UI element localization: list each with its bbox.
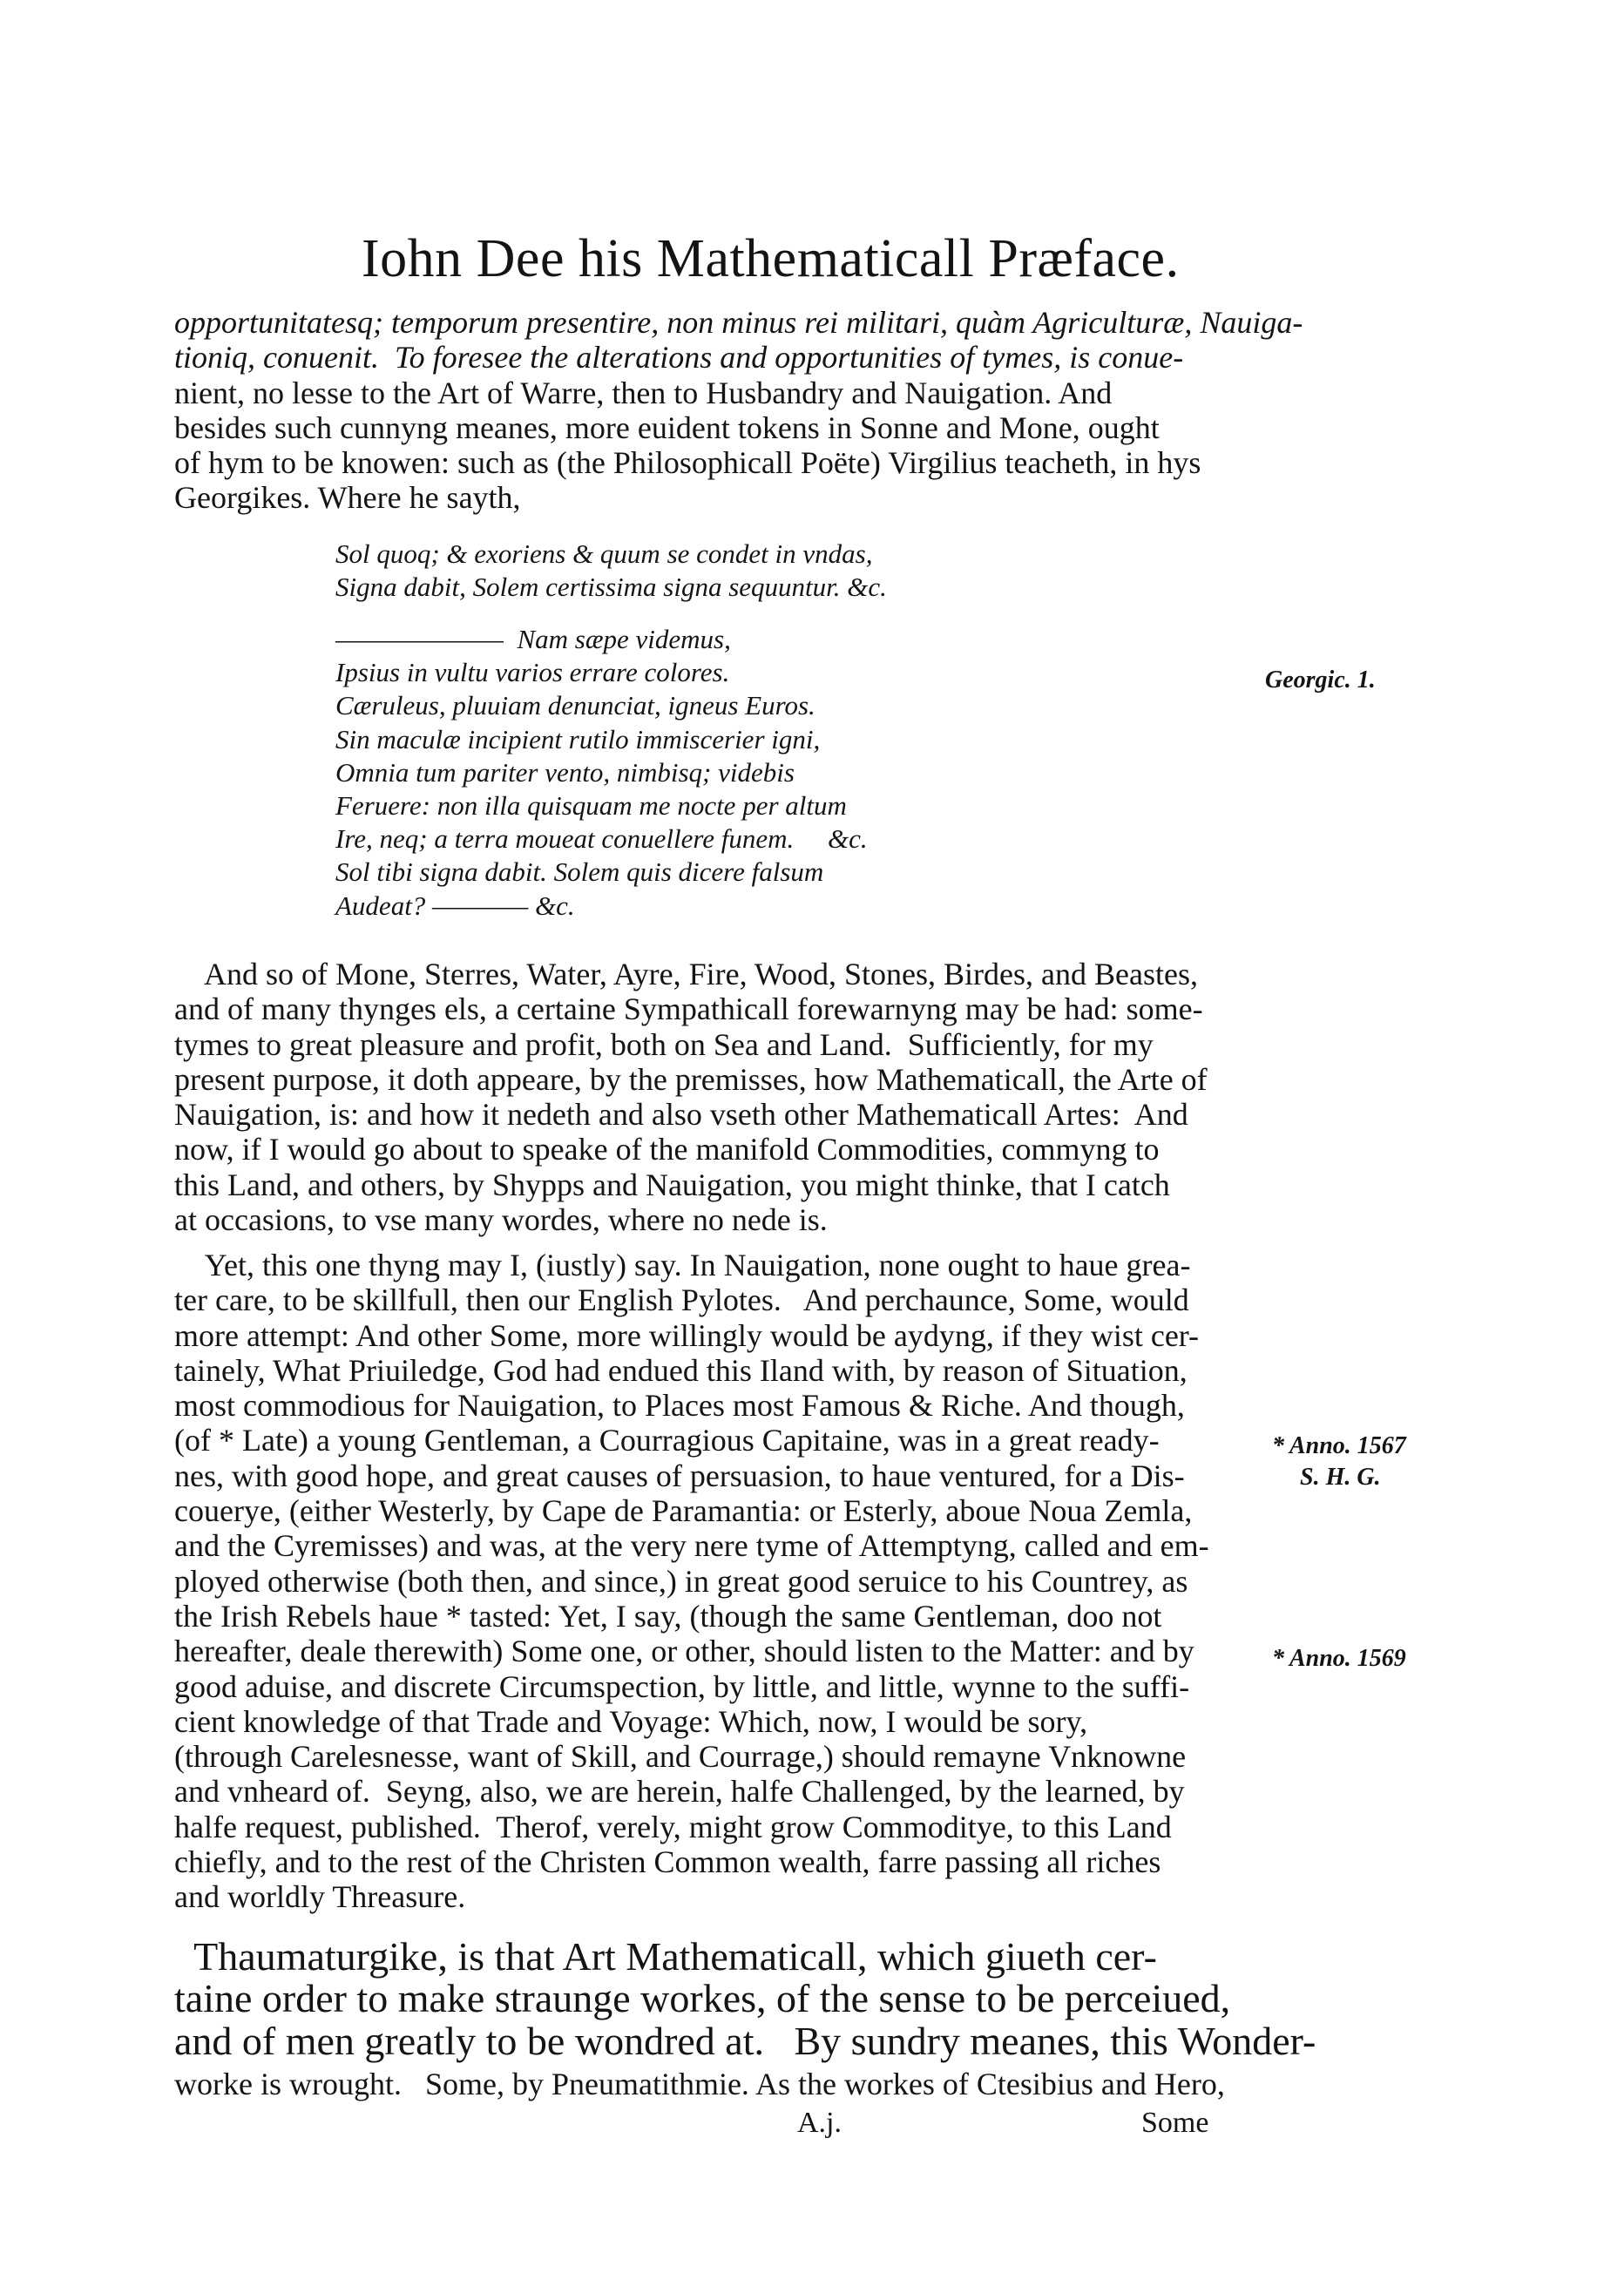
text-line: Ipsius in vultu varios errare colores.	[335, 657, 730, 688]
catchword: Some	[1141, 2107, 1209, 2139]
text-line: good aduise, and discrete Circumspection, by little, and little, wynne to the suffi-	[174, 1668, 1190, 1704]
text-line: most commodious for Nauigation, to Places most Famous & Riche. And though,	[174, 1388, 1185, 1424]
verse-quotation-1	[335, 538, 1032, 604]
text-line: ter care, to be skillfull, then our English Pylotes. And perchaunce, Some, would	[174, 1282, 1189, 1318]
text-line: Feruere: non illa quisquam me nocte per altum	[335, 790, 847, 822]
text-line: now, if I would go about to speake of the manifold Commodities, commyng to	[174, 1132, 1160, 1167]
text-line: Omnia tum pariter vento, nimbisq; videbis	[335, 756, 795, 788]
text-line: at occasions, to vse many wordes, where no nede is.	[174, 1202, 828, 1238]
text-line: taine order to make straunge workes, of the sense to be perceiued,	[174, 1976, 1231, 2021]
text-line: of hym to be knowen: such as (the Philosophicall Poëte) Virgilius teacheth, in hys	[174, 445, 1201, 481]
paragraph-thaumaturgike	[174, 1934, 1316, 2063]
text-line: Thaumaturgike, is that Art Mathematicall, which giueth cer-	[174, 1934, 1157, 1979]
text-line: ——————— Nam sæpe videmus,	[335, 624, 731, 654]
text-line: tioniq, conuenit. To foresee the alterations and opportunities of tymes, is conue-	[174, 340, 1184, 376]
margin-note-anno-1569: * Anno. 1569	[1272, 1645, 1406, 1672]
paragraph-thaumaturgike-last-line	[174, 2067, 1255, 2101]
page-title: Iohn Dee his Mathematicall Præface.	[362, 229, 1180, 288]
text-line: besides such cunnyng meanes, more euident tokens in Sonne and Mone, ought	[174, 409, 1160, 445]
text-line: this Land, and others, by Shypps and Nauigation, you might thinke, that I catch	[174, 1167, 1170, 1202]
text-line: Cæruleus, pluuiam denunciat, igneus Euros.	[335, 690, 815, 721]
signature-mark: A.j.	[797, 2107, 842, 2139]
text-line: and vnheard of. Seyng, also, we are herein, halfe Challenged, by the learned, by	[174, 1774, 1185, 1810]
text-line: ployed otherwise (both then, and since,) in great good seruice to his Countrey, as	[174, 1563, 1188, 1599]
margin-note-georgic: Georgic. 1.	[1265, 666, 1376, 694]
text-line: Georgikes. Where he sayth,	[174, 480, 521, 516]
text-line: cient knowledge of that Trade and Voyage: Which, now, I would be sory,	[174, 1703, 1088, 1739]
paragraph-nauigation	[174, 1248, 1255, 1915]
text-line: hereafter, deale therewith) Some one, or other, should listen to the Matter: and by	[174, 1634, 1194, 1669]
text-line: (of * Late) a young Gentleman, a Courragious Capitaine, was in a great ready-	[174, 1423, 1160, 1458]
text-line: nient, no lesse to the Art of Warre, then to Husbandry and Nauigation. And	[174, 375, 1113, 410]
text-line: and of many thynges els, a certaine Sympathicall forewarnyng may be had: some-	[174, 991, 1203, 1027]
text-line: worke is wrought. Some, by Pneumatithmie. As the workes of Ctesibius and Hero,	[174, 2067, 1225, 2101]
text-line: Sol quoq; & exoriens & quum se condet in vndas,	[335, 538, 873, 569]
text-line: Sol tibi signa dabit. Solem quis dicere falsum	[335, 856, 824, 888]
text-line: Nauigation, is: and how it nedeth and also vseth other Mathematicall Artes: And	[174, 1097, 1188, 1133]
paragraph-mone-sterres	[174, 957, 1255, 1237]
margin-note-anno-1567: * Anno. 1567	[1272, 1432, 1406, 1459]
text-line: nes, with good hope, and great causes of persuasion, to haue ventured, for a Dis-	[174, 1458, 1185, 1493]
text-line: the Irish Rebels haue * tasted: Yet, I say, (though the same Gentleman, doo not	[174, 1598, 1162, 1634]
text-line: and of men greatly to be wondred at. By sundry meanes, this Wonder-	[174, 2018, 1316, 2063]
text-line: chiefly, and to the rest of the Christen Common wealth, farre passing all riches	[174, 1844, 1161, 1880]
text-line: more attempt: And other Some, more willingly would be aydyng, if they wist cer-	[174, 1317, 1200, 1353]
text-line: Audeat? ———— &c.	[335, 890, 575, 921]
verse-quotation-2	[335, 623, 1032, 923]
text-line: opportunitatesq; temporum presentire, non minus rei militari, quàm Agriculturæ, Nauiga-	[174, 305, 1303, 340]
text-line: (through Carelesnesse, want of Skill, and Courrage,) should remayne Vnknowne	[174, 1739, 1187, 1775]
margin-note-shg: S. H. G.	[1300, 1464, 1381, 1491]
text-line: halfe request, published. Therof, verely, might grow Commoditye, to this Land	[174, 1809, 1172, 1844]
text-line: and worldly Threasure.	[174, 1879, 466, 1915]
opening-paragraph	[174, 305, 1303, 516]
text-line: and the Cyremisses) and was, at the very nere tyme of Attemptyng, called and em-	[174, 1528, 1209, 1564]
text-line: Sin maculæ incipient rutilo immiscerier igni,	[335, 723, 821, 754]
text-line: Signa dabit, Solem certissima signa sequuntur. &c.	[335, 572, 887, 603]
text-line: tymes to great pleasure and profit, both on Sea and Land. Sufficiently, for my	[174, 1026, 1154, 1062]
text-line: And so of Mone, Sterres, Water, Ayre, Fire, Wood, Stones, Birdes, and Beastes,	[174, 957, 1198, 991]
text-line: Ire, neq; a terra moueat conuellere funem. &c.	[335, 823, 868, 855]
text-line: Yet, this one thyng may I, (iustly) say. In Nauigation, none ought to haue grea-	[174, 1248, 1191, 1282]
text-line: couerye, (either Westerly, by Cape de Paramantia: or Esterly, aboue Noua Zemla,	[174, 1493, 1193, 1529]
text-line: tainely, What Priuiledge, God had endued this Iland with, by reason of Situation,	[174, 1352, 1188, 1388]
text-line: present purpose, it doth appeare, by the premisses, how Mathematicall, the Arte of	[174, 1061, 1208, 1097]
